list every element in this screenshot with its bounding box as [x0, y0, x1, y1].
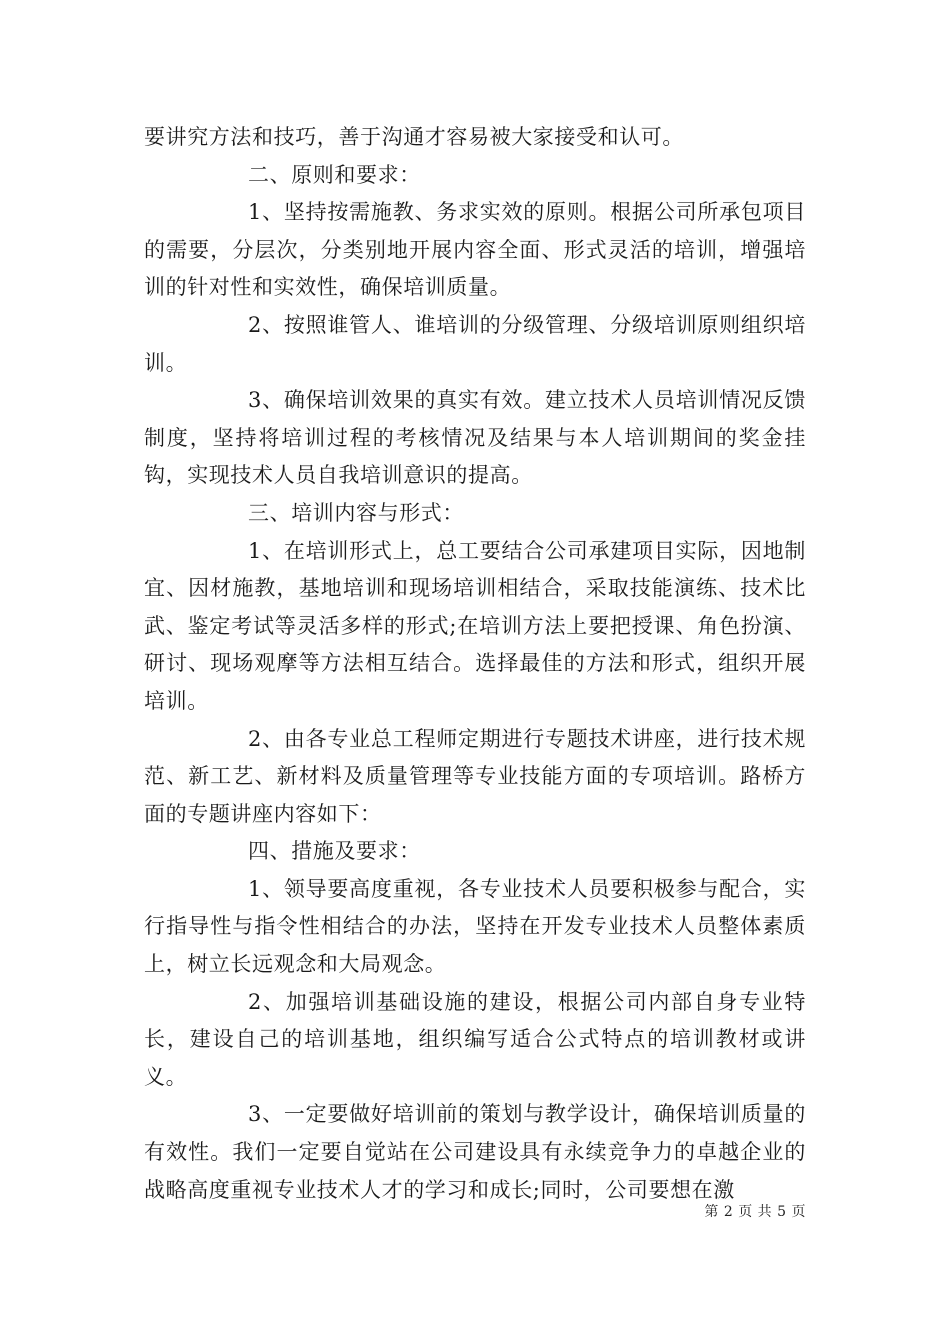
paragraph-measure-1: 1、领导要高度重视，各专业技术人员要积极参与配合，实行指导性与指令性相结合的办法，坚持在开发专业技术人员整体素质上，树立长远观念和大局观念。 [144, 876, 806, 977]
document-body [144, 119, 806, 1209]
paragraph-principle-3: 3、确保培训效果的真实有效。建立技术人员培训情况反馈制度，坚持将培训过程的考核情况及结果与本人培训期间的奖金挂钩，实现技术人员自我培训意识的提高。 [144, 388, 806, 488]
section-heading-principles: 二、原则和要求： [248, 162, 421, 187]
paragraph-measure-3: 3、一定要做好培训前的策划与教学设计，确保培训质量的有效性。我们一定要自觉站在公司建设具有永续竞争力的卓越企业的战略高度重视专业技术人才的学习和成长;同时，公司要想在激 [144, 1102, 806, 1202]
paragraph-content-1: 1、在培训形式上，总工要结合公司承建项目实际，因地制宜、因材施教，基地培训和现场培训相结合，采取技能演练、技术比武、鉴定考试等灵活多样的形式;在培训方法上要把授课、角色扮演、研讨、现场观摩等方法相互结合。选择最佳的方法和形式，组织开展培训。 [144, 538, 806, 713]
paragraph-measure-2: 2、加强培训基础设施的建设，根据公司内部自身专业特长，建设自己的培训基地，组织编写适合公式特点的培训教材或讲义。 [144, 989, 806, 1089]
paragraph-1: 要讲究方法和技巧，善于沟通才容易被大家接受和认可。 [144, 125, 684, 149]
section-heading-measures: 四、措施及要求： [248, 839, 421, 864]
page-number-footer: 第 2 页 共 5 页 [704, 1204, 806, 1220]
paragraph-content-2: 2、由各专业总工程师定期进行专题技术讲座，进行技术规范、新工艺、新材料及质量管理等专业技能方面的专项培训。路桥方面的专题讲座内容如下： [144, 726, 806, 826]
paragraph-principle-1: 1、坚持按需施教、务求实效的原则。根据公司所承包项目的需要，分层次，分类别地开展内容全面、形式灵活的培训，增强培训的针对性和实效性，确保培训质量。 [144, 200, 806, 300]
section-heading-content-form: 三、培训内容与形式： [248, 500, 464, 525]
paragraph-principle-2: 2、按照谁管人、谁培训的分级管理、分级培训原则组织培训。 [144, 312, 806, 375]
